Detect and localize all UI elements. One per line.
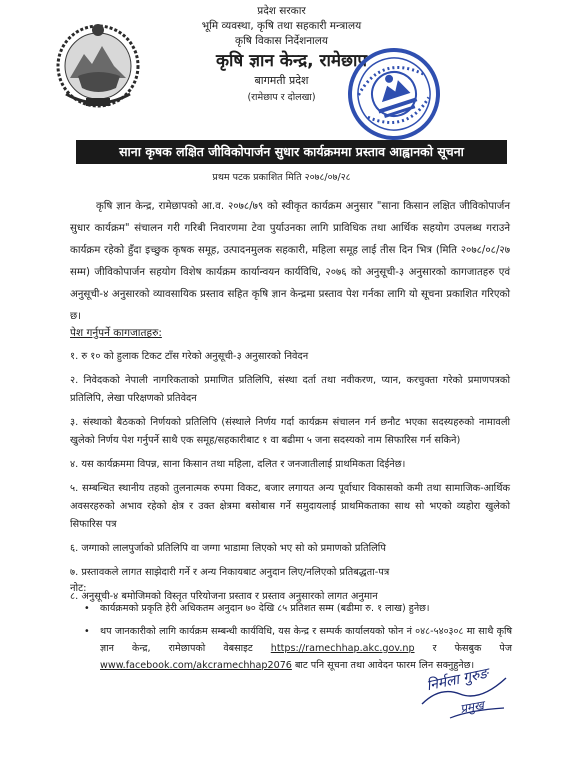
website-link[interactable]: https://ramechhap.akc.gov.np: [270, 643, 415, 654]
note-heading: नोट:: [70, 583, 87, 594]
notice-body-paragraph: कृषि ज्ञान केन्द्र, रामेछापको आ.व. २०७८/७९ को स्वीकृत कार्यक्रम अनुसार "साना किसान लक्षित जीविकोपार्जन सुधार कार्यक्रम" संचालन गरी गरिबी निवारणमा टेवा पुर्याउनका लागि प्राविधिक तथा आर्थिक सहयोग उपलब्ध गराउने कार्यक्रम रहेको हुँदा इच्छुक कृषक समूह, उत्पादनमुलक सहकारी, महिला समूह लाई तीस दिन भित्र (मिति २०७८/०८/२७ सम्म) जीविकोपार्जन सहयोग विशेष कार्यक्रम कार्यान्वयन कार्यविधि, २०७६ को अनुसूची-३ अनुसारको कागजातहरु एवं अनुसूची-४ अनुसारको व्यावसायिक प्रस्ताव सहित कृषि ज्ञान केन्द्रमा प्रस्ताव पेश गर्नका लागि यो सूचना प्रकाशित गरिएको छ।: [70, 201, 510, 323]
districts-label: (रामेछाप र दोलखा): [247, 92, 316, 103]
office-name: कृषि ज्ञान केन्द्र, रामेछाप: [215, 51, 368, 71]
letterhead: [0, 0, 563, 140]
publish-date: प्रथम पटक प्रकाशित मिति २०७८/०७/२८: [212, 172, 351, 183]
province-name: बागमती प्रदेश: [254, 74, 309, 87]
document-item: ३. संस्थाको बैठकको निर्णयको प्रतिलिपि (संस्थाले निर्णय गर्दा कार्यक्रम संचालन गर्न छनौट भएका सदस्यहरुको नामावली खुलेको निर्णय पेश गर्नुपर्ने साथै एक समूह/सहकारीबाट १ वा बढीमा ५ जना सदस्यको नाम सिफारिस गर्न सकिने): [70, 417, 510, 446]
signature-title: प्रमुख: [459, 698, 485, 716]
document-item: ७. प्रस्तावकले लागत साझेदारी गर्ने र अन्य निकायबाट अनुदान लिए/नलिएको प्रतिबद्धता-पत्र: [70, 567, 390, 578]
required-documents-heading: पेश गर्नुपर्ने कागजातहरु:: [70, 327, 162, 339]
note-text: बाट पनि सूचना तथा आवेदन फारम लिन सक्नुहुनेछ।: [291, 660, 475, 671]
note-item: [84, 600, 512, 617]
directorate-name: कृषि विकास निर्देशनालय: [235, 35, 328, 47]
ministry-name: भूमि व्यवस्था, कृषि तथा सहकारी मन्त्रालय: [201, 20, 362, 32]
facebook-link[interactable]: www.facebook.com/akcramechhap2076: [100, 660, 292, 671]
note-text: कार्यक्रमको प्रकृति हेरी अधिकतम अनुदान ७० देखि ८५ प्रतिशत सम्म (बढीमा रु. १ लाख) हुनेछ।: [100, 603, 430, 614]
document-item: ४. यस कार्यक्रममा विपन्न, साना किसान तथा महिला, दलित र जनजातीलाई प्राथमिकता दिईनेछ।: [70, 459, 406, 470]
office-seal-stamp: [344, 44, 444, 144]
required-documents-list: [70, 348, 510, 612]
document-item: १. रु १० को हुलाक टिकट टाँस गरेको अनुसूची-३ अनुसारको निवेदन: [70, 351, 309, 362]
province-government-label: प्रदेश सरकार: [257, 5, 306, 17]
notice-title: साना कृषक लक्षित जीविकोपार्जन सुधार कार्यक्रममा प्रस्ताव आह्वानको सूचना: [76, 140, 507, 164]
document-item: ५. सम्बन्धित स्थानीय तहको तुलनात्मक रुपमा विकट, बजार लगायत अन्य पूर्वाधार विकासको कमी तथा सामाजिक-आर्थिक अवसरहरुको अभाव रहेको क्षेत्र र उक्त क्षेत्रमा बसोबास गर्ने समुदायलाई प्राथमिकताका साथ सो भएको व्यहोरा खुलेको सिफारिस पत्र: [70, 483, 510, 530]
signature-block: [420, 664, 510, 724]
document-item: ६. जग्गाको लालपुर्जाको प्रतिलिपि वा जग्गा भाडामा लिएको भए सो को प्रमाणको प्रतिलिपि: [70, 543, 386, 554]
note-text: थप जानकारीको लागि कार्यक्रम सम्बन्धी कार्यविधि, यस केन्द्र र सम्पर्क कार्यालयको फोन नं ०४८-५४०३०८ मा साथै कृषि ज्ञान केन्द्र, रामेछापको वेबसाइट: [100, 626, 512, 654]
signature-name: निर्मला गुरुङ: [425, 665, 490, 695]
bullet-icon: •: [84, 626, 90, 637]
bullet-icon: •: [84, 603, 90, 614]
note-text: र फेसबुक पेज: [414, 643, 513, 654]
document-item: ८. अनुसूची-४ बमोजिमको विस्तृत परियोजना प्रस्ताव र प्रस्ताव अनुसारको लागत अनुमान: [70, 591, 378, 602]
document-item: २. निवेदकको नेपाली नागरिकताको प्रमाणित प्रतिलिपि, संस्था दर्ता तथा नवीकरण, प्यान, करचुक्ता गरेको प्रमाणपत्रको प्रतिलिपि, लेखा परिक्षणको प्रतिवेदन: [70, 375, 510, 404]
